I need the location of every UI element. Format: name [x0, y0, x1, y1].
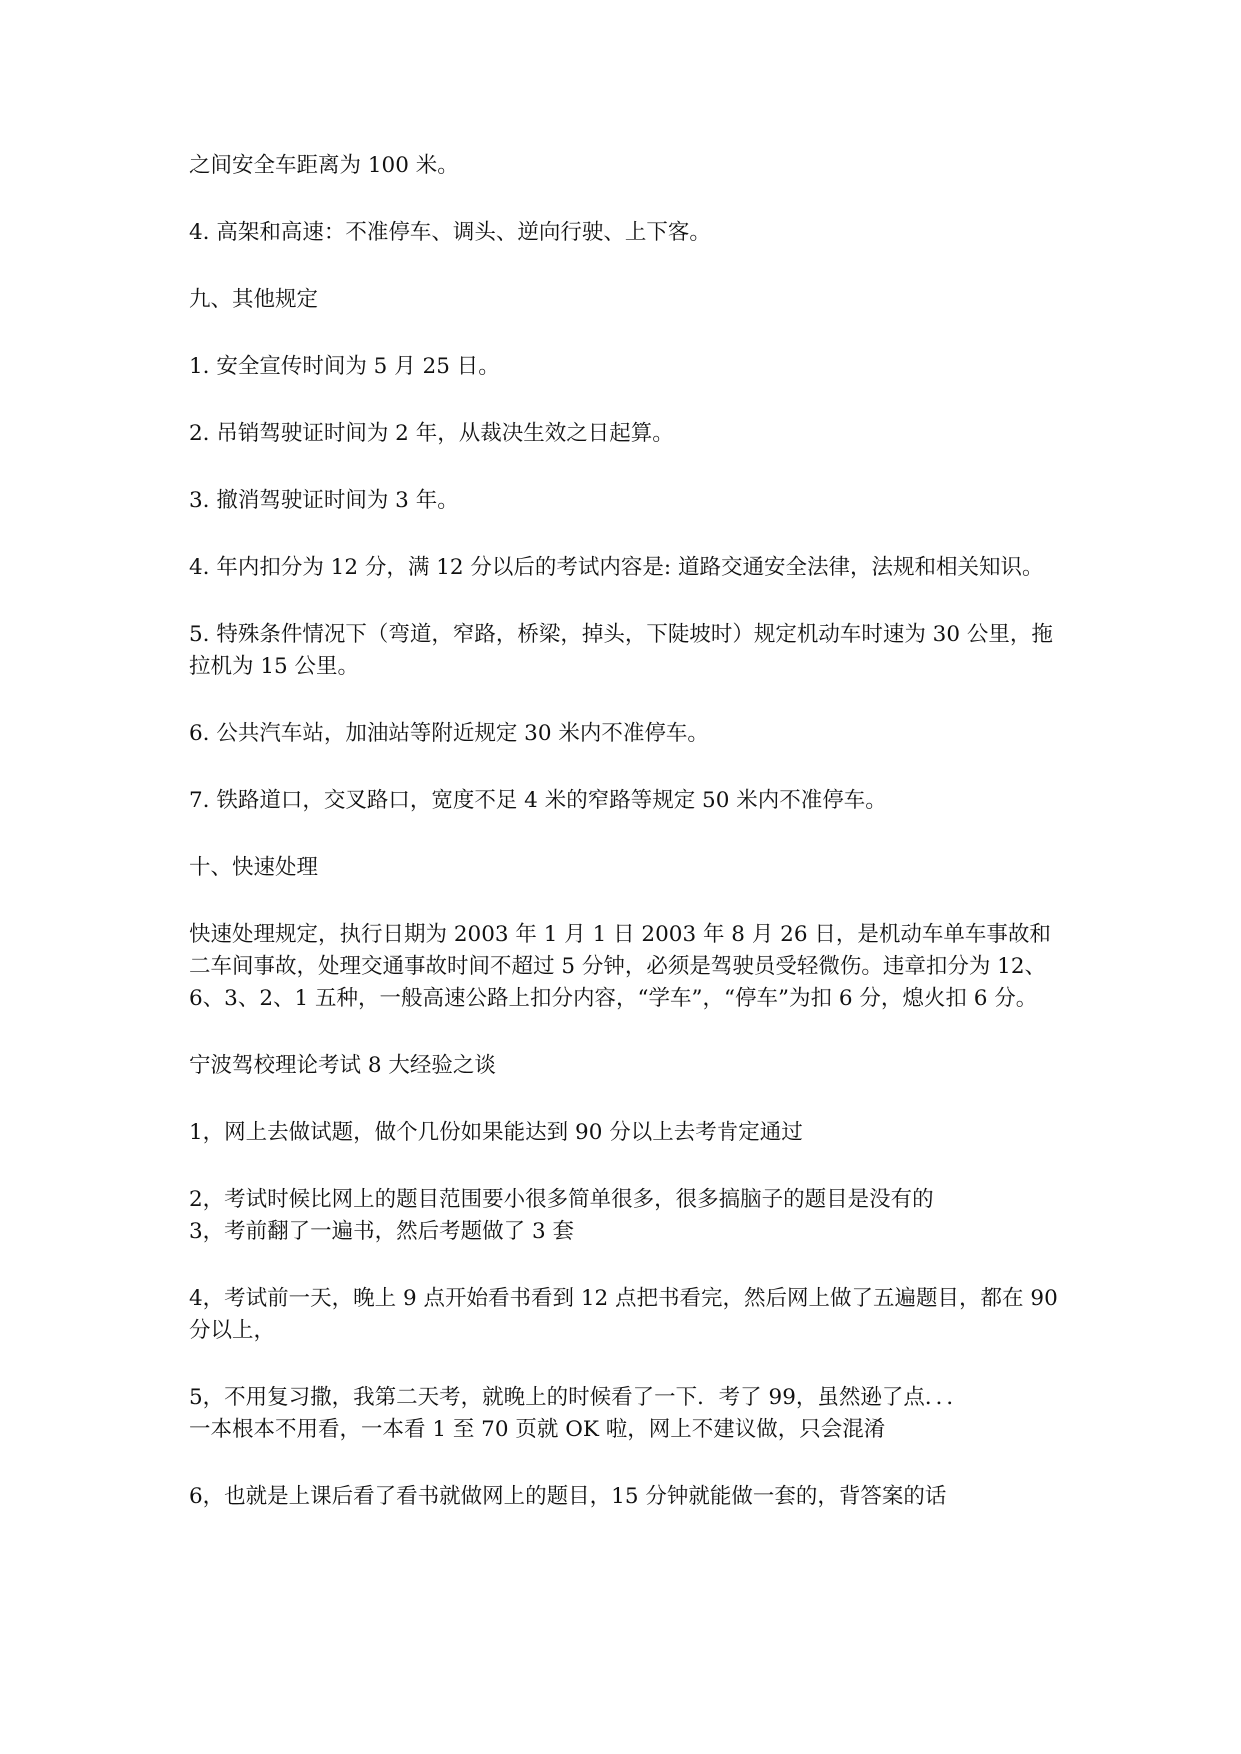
paragraph-license-revoke: 2. 吊销驾驶证时间为 2 年，从裁决生效之日起算。 — [189, 421, 674, 446]
paragraph-tip-2-3: 2，考试时候比网上的题目范围要小很多简单很多，很多搞脑子的题目是没有的 3，考前翻了一遍书，然后考题做了 3 套 — [189, 1187, 934, 1244]
paragraph-safety-day: 1. 安全宣传时间为 5 月 25 日。 — [189, 354, 500, 379]
paragraph-safe-distance: 之间安全车距离为 100 米。 — [189, 153, 459, 178]
paragraph-quick-processing: 快速处理规定，执行日期为 2003 年 1 月 1 日 2003 年 8 月 26 日，是机动车单车事故和二车间事故，处理交通事故时间不超过 5 分钟，必须是驾驶员受轻微伤。违章扣分为 12、6、3、2、1 五种，一般高速公路上扣分内容，“学车”，“停车”为扣 6 分，熄火扣 6 分。 — [189, 922, 1051, 1011]
paragraph-special-conditions: 5. 特殊条件情况下（弯道，窄路，桥梁，掉头，下陡坡时）规定机动车时速为 30 公里，拖拉机为 15 公里。 — [189, 622, 1053, 679]
paragraph-tip-1: 1，网上去做试题，做个几份如果能达到 90 分以上去考肯定通过 — [189, 1120, 803, 1145]
paragraph-license-cancel: 3. 撤消驾驶证时间为 3 年。 — [189, 488, 459, 513]
paragraph-bus-stop: 6. 公共汽车站，加油站等附近规定 30 米内不准停车。 — [189, 721, 709, 746]
document-body — [189, 150, 1059, 1513]
section-heading-other-rules: 九、其他规定 — [189, 287, 319, 312]
paragraph-railway-crossing: 7. 铁路道口，交叉路口，宽度不足 4 米的窄路等规定 50 米内不准停车。 — [189, 788, 887, 813]
paragraph-tip-6: 6，也就是上课后看了看书就做网上的题目，15 分钟就能做一套的，背答案的话 — [189, 1484, 947, 1509]
section-heading-exam-tips: 宁波驾校理论考试 8 大经验之谈 — [189, 1053, 496, 1078]
section-heading-quick-processing: 十、快速处理 — [189, 855, 319, 880]
paragraph-elevated-highway: 4. 高架和高速：不准停车、调头、逆向行驶、上下客。 — [189, 220, 711, 245]
paragraph-tip-5: 5，不用复习撒，我第二天考，就晚上的时候看了一下．考了 99，虽然逊了点．．． 一本根本不用看，一本看 1 至 70 页就 OK 啦，网上不建议做，只会混淆 — [189, 1385, 968, 1442]
paragraph-tip-4: 4，考试前一天，晚上 9 点开始看书看到 12 点把书看完，然后网上做了五遍题目，都在 90 分以上， — [189, 1286, 1058, 1343]
paragraph-annual-points: 4. 年内扣分为 12 分，满 12 分以后的考试内容是: 道路交通安全法律，法规和相关知识。 — [189, 555, 1044, 580]
